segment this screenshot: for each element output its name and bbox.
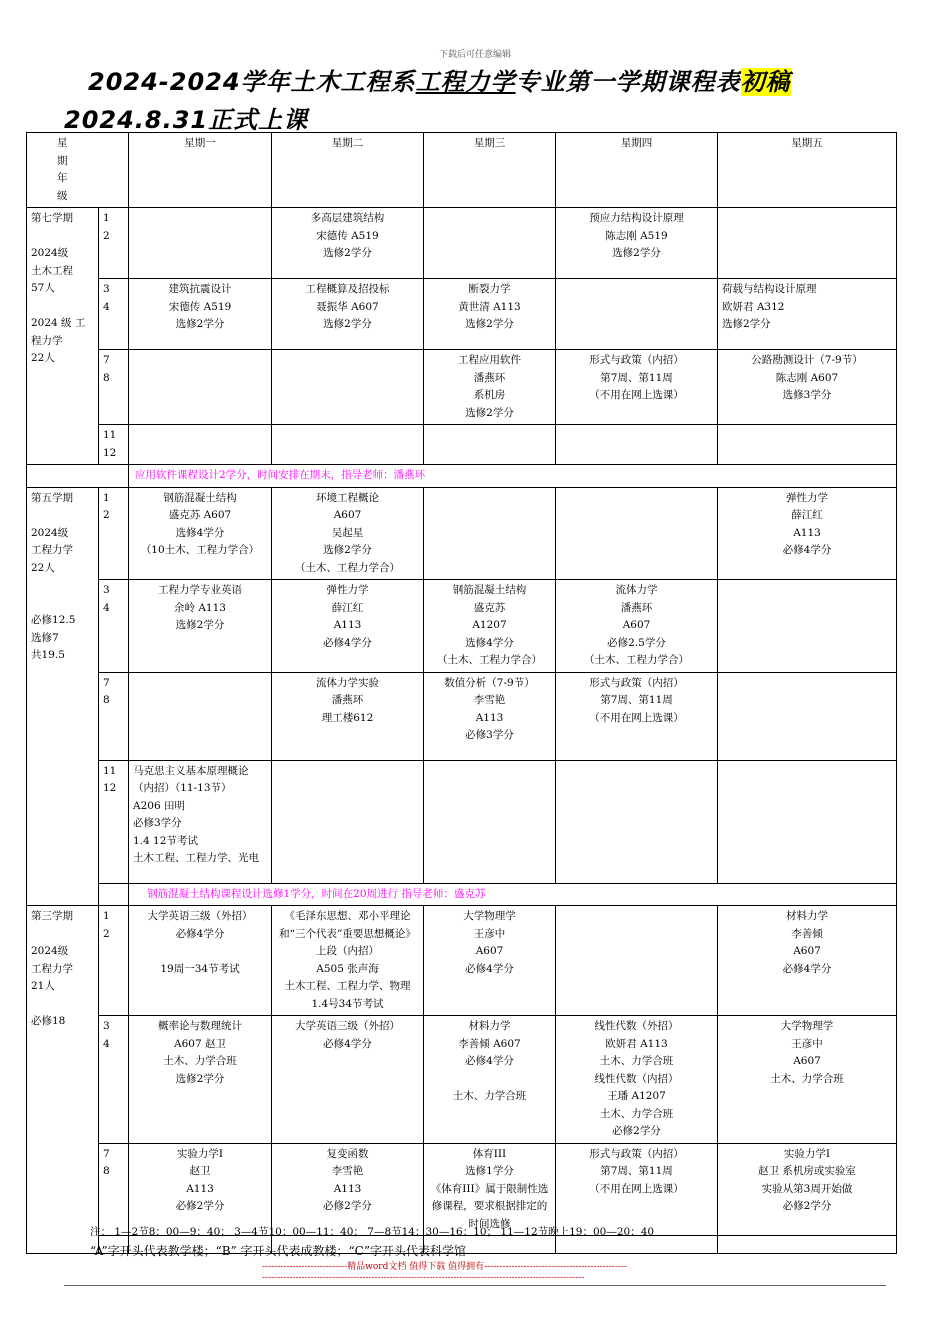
course-cell: 弹性力学 薛江红 A113 必修4学分 <box>272 580 424 673</box>
course-cell: 形式与政策（内招） 第7周、第11周 （不用在网上选课） <box>556 672 718 760</box>
semester-label: 第七学期 2024级 土木工程 57人 2024 级 工 程力学 22人 <box>27 208 99 465</box>
course-cell <box>718 760 897 883</box>
table-row <box>27 672 897 760</box>
course-cell: 材料力学 李善倾 A607 必修4学分 土木、力学合班 <box>424 1016 556 1144</box>
day-header-wed: 星期三 <box>424 133 556 208</box>
course-cell: 弹性力学 薛江红 A113 必修4学分 <box>718 487 897 580</box>
course-text: 钢筋混凝土结构 盛克苏 A607 选修4学分 （10土木、工程力学合） <box>140 491 260 556</box>
course-cell <box>424 760 556 883</box>
course-cell <box>556 279 718 350</box>
period-times-note: 注： 1—2节8：00—9：40； 3—4节10：00—11：40； 7—8节14：30—16：10； 11—12节晚上19：00—20：40 <box>90 1226 655 1238</box>
course-cell <box>424 425 556 465</box>
title-draft-highlight: 初稿 <box>740 68 791 96</box>
course-cell: 流体力学实验 潘燕环 理工楼612 <box>272 672 424 760</box>
header-row <box>27 133 897 208</box>
course-cell: 流体力学 潘燕环 A607 必修2.5学分 （土木、工程力学合） <box>556 580 718 673</box>
course-cell: 公路勘测设计（7-9节） 陈志刚 A607 选修3学分 <box>718 350 897 425</box>
course-cell <box>556 487 718 580</box>
course-cell: 预应力结构设计原理 陈志刚 A519 选修2学分 <box>556 208 718 279</box>
course-cell <box>129 208 272 279</box>
period-cell: 1 2 <box>99 208 129 279</box>
course-cell: 多高层建筑结构 宋德传 A519 选修2学分 <box>272 208 424 279</box>
day-header-tue: 星期二 <box>272 133 424 208</box>
period-cell: 3 4 <box>99 279 129 350</box>
course-cell <box>272 350 424 425</box>
course-cell: 大学物理学 王彦中 A607 必修4学分 <box>424 906 556 1016</box>
course-cell: 实验力学I 赵卫 系机房或实验室 实验从第3周开始做 必修2学分 <box>718 1143 897 1236</box>
page-subtitle: 2024.8.31正式上课 <box>64 106 309 134</box>
note-row <box>27 883 897 906</box>
table-row <box>27 208 897 279</box>
course-cell <box>718 425 897 465</box>
course-cell <box>272 760 424 883</box>
course-cell: 实验力学I 赵卫 A113 必修2学分 <box>129 1143 272 1236</box>
title-part1: 2024-2024学年土木工程系 <box>88 68 416 96</box>
course-cell <box>424 208 556 279</box>
table-row <box>27 1143 897 1236</box>
course-cell <box>718 672 897 760</box>
day-header-mon: 星期一 <box>129 133 272 208</box>
corner-cell: 星 期 年 级 <box>27 133 129 208</box>
course-cell: 形式与政策（内招） 第7周、第11周 （不用在网上选课） <box>556 1143 718 1236</box>
day-header-fri: 星期五 <box>718 133 897 208</box>
note-row <box>27 465 897 488</box>
note-spacer <box>27 465 129 488</box>
course-cell: 体育III 选修1学分 《体育III》属于限制性选修课程，要求根据排定的时间选修 <box>424 1143 556 1236</box>
course-cell: 钢筋混凝土结构 盛克苏 A1207 选修4学分 （土木、工程力学合） <box>424 580 556 673</box>
course-cell <box>424 487 556 580</box>
course-cell: 荷载与结构设计原理 欧妍君 A312 选修2学分 <box>718 279 897 350</box>
period-cell: 1 2 <box>99 906 129 1016</box>
semester-label: 第五学期 2024级 工程力学 22人 必修12.5 选修7 共19.5 <box>27 487 99 906</box>
course-cell <box>272 425 424 465</box>
page-title <box>88 62 791 97</box>
table-row <box>27 906 897 1016</box>
course-cell <box>129 672 272 760</box>
day-header-thu: 星期四 <box>556 133 718 208</box>
course-cell: 复变函数 李雪艳 A113 必修2学分 <box>272 1143 424 1236</box>
course-design-note: 钢筋混凝土结构课程设计选修1学分，时间在20周进行 指导老师：盛克苏 <box>129 883 897 906</box>
period-cell: 11 12 <box>99 425 129 465</box>
course-cell: 材料力学 李善倾 A607 必修4学分 <box>718 906 897 1016</box>
table-row <box>27 487 897 580</box>
top-note: 下载后可任意编辑 <box>438 50 511 60</box>
schedule-table <box>26 132 897 1254</box>
note-spacer <box>99 883 129 906</box>
title-part3: 专业第一学期课程表 <box>515 68 741 96</box>
course-cell: 马克思主义基本原理概论（内招）（11-13节） A206 田明 必修3学分 1.4 12节考试 土木工程、工程力学、光电 <box>129 760 272 883</box>
course-cell <box>718 208 897 279</box>
course-cell <box>129 425 272 465</box>
course-cell: 建筑抗震设计 宋德传 A519 选修2学分 <box>129 279 272 350</box>
course-cell: 工程力学专业英语 余岭 A113 选修2学分 <box>129 580 272 673</box>
course-cell: 数值分析（7-9节） 李雪艳 A113 必修3学分 <box>424 672 556 760</box>
course-cell <box>556 906 718 1016</box>
table-row <box>27 760 897 883</box>
period-cell: 3 4 <box>99 580 129 673</box>
period-cell: 11 12 <box>99 760 129 883</box>
course-cell: 《毛泽东思想、邓小平理论和“三个代表”重要思想概论》上段（内招） A505 张声海 土木工程、工程力学、物理 1.4号34节考试 <box>272 906 424 1016</box>
course-cell <box>556 425 718 465</box>
course-cell <box>129 487 272 580</box>
bottom-rule <box>64 1285 886 1286</box>
course-cell: 工程应用软件 潘燕环 系机房 选修2学分 <box>424 350 556 425</box>
period-cell: 7 8 <box>99 350 129 425</box>
table-row <box>27 1016 897 1144</box>
table-row <box>27 279 897 350</box>
period-cell: 1 2 <box>99 487 129 580</box>
watermark-text: 精品word文档 值得下载 值得拥有 <box>347 1262 485 1272</box>
table-row <box>27 580 897 673</box>
course-design-note: 应用软件课程设计2学分，时间安排在期末，指导老师：潘燕环 <box>129 465 897 488</box>
watermark-line: ----------------------------精品word文档 值得下载 值得拥有----------------------------------------------- ---------------------------------------------------------------------------------------------------------- <box>262 1262 628 1283</box>
period-cell: 7 8 <box>99 1143 129 1236</box>
course-cell: 工程概算及招投标 聂振华 A607 选修2学分 <box>272 279 424 350</box>
course-cell: 大学英语三级（外招） 必修4学分 <box>272 1016 424 1144</box>
course-cell: 线性代数（外招） 欧妍君 A113 土木、力学合班 线性代数（内招） 王璠 A1207 土木、力学合班 必修2学分 <box>556 1016 718 1144</box>
course-cell <box>718 580 897 673</box>
table-row <box>27 425 897 465</box>
course-cell <box>129 350 272 425</box>
semester-label: 第三学期 2024级 工程力学 21人 必修18 <box>27 906 99 1254</box>
title-major: 工程力学 <box>415 68 516 96</box>
course-cell: 环境工程概论 A607 吴起星 选修2学分 （土木、工程力学合） <box>272 487 424 580</box>
period-cell: 3 4 <box>99 1016 129 1144</box>
course-cell: 概率论与数理统计 A607 赵卫 土木、力学合班 选修2学分 <box>129 1016 272 1144</box>
period-cell: 7 8 <box>99 672 129 760</box>
course-cell <box>718 1236 897 1254</box>
table-row <box>27 350 897 425</box>
course-cell: 断裂力学 黄世清 A113 选修2学分 <box>424 279 556 350</box>
course-cell: 大学物理学 王彦中 A607 土木、力学合班 <box>718 1016 897 1144</box>
course-cell: 形式与政策（内招） 第7周、第11周 （不用在网上选课） <box>556 350 718 425</box>
building-codes-note: “A”字开头代表教学楼；“B” 字开头代表成教楼；“C”字开头代表科学馆 <box>90 1244 466 1258</box>
course-cell <box>556 760 718 883</box>
course-cell: 大学英语三级（外招） 必修4学分 19周一34节考试 <box>129 906 272 1016</box>
